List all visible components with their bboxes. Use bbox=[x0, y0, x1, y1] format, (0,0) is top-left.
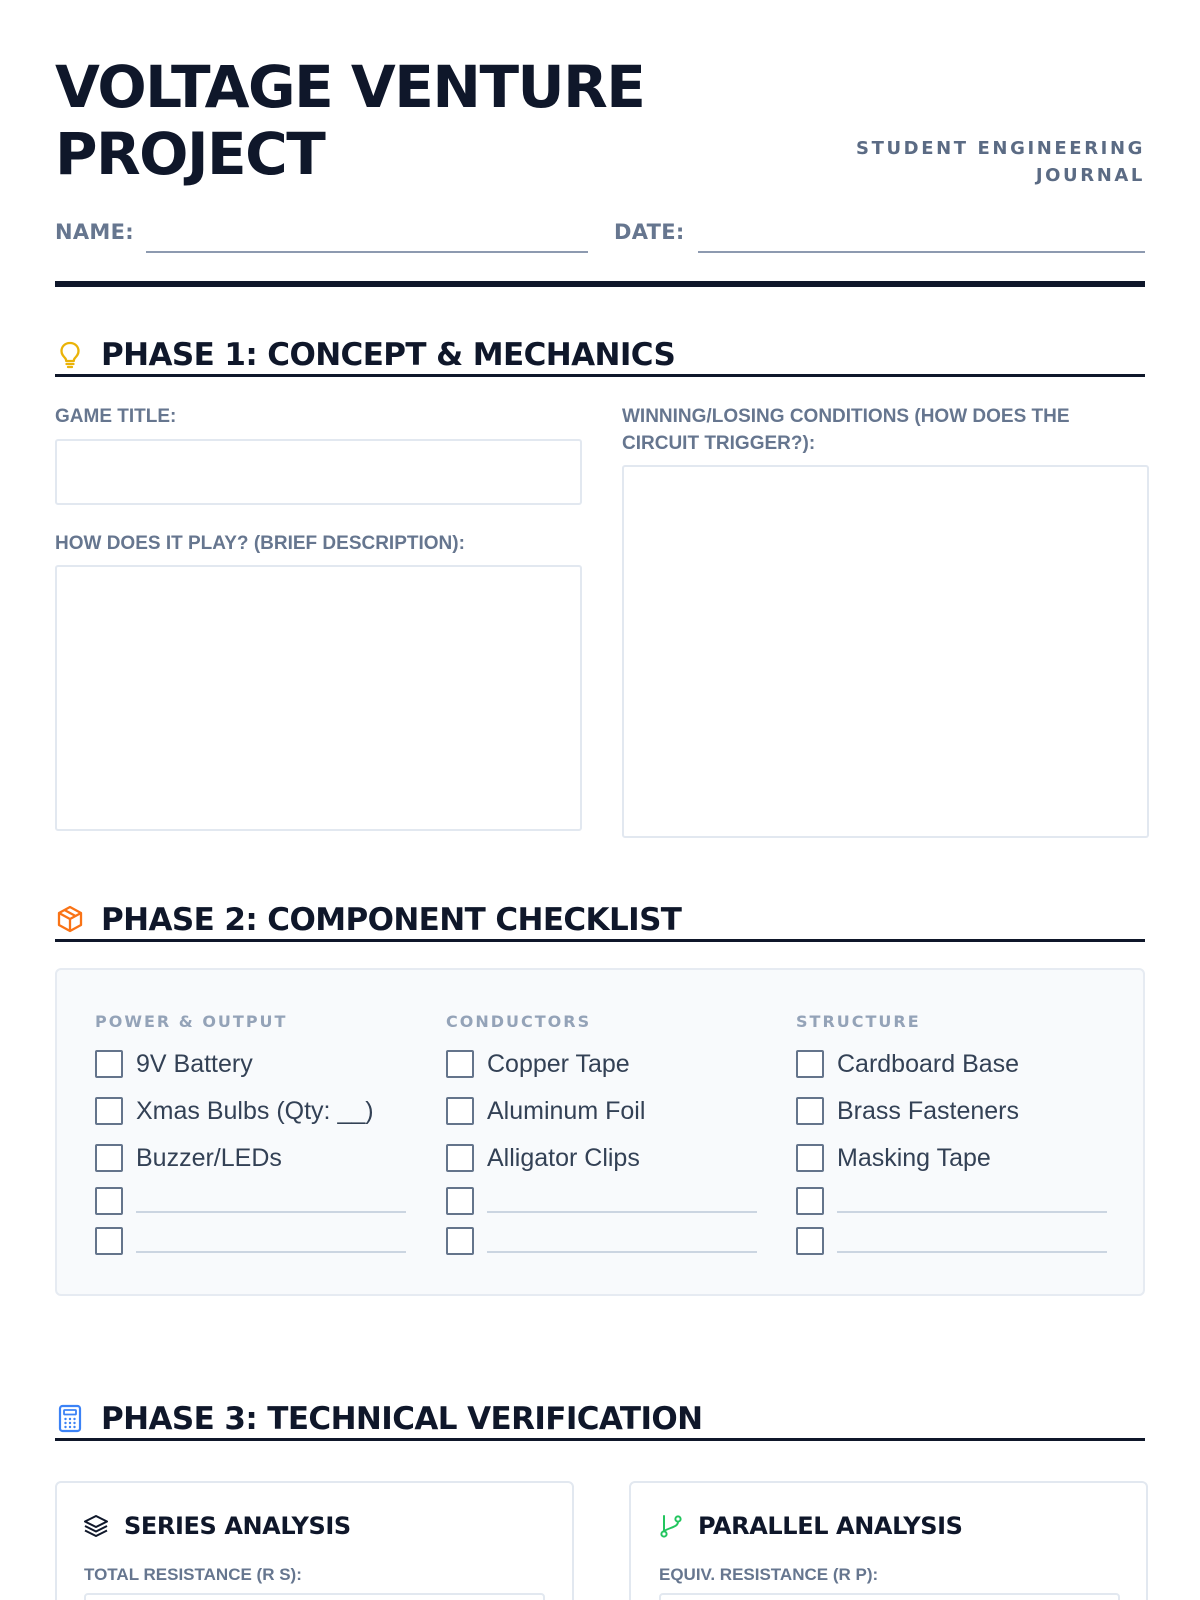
calculator-icon bbox=[55, 1403, 85, 1433]
phase1-title: PHASE 1: CONCEPT & MECHANICS bbox=[101, 337, 676, 373]
checkbox-blank[interactable] bbox=[446, 1227, 474, 1255]
game-title-label: GAME TITLE: bbox=[55, 406, 177, 427]
blank-entry-line[interactable] bbox=[136, 1251, 406, 1253]
blank-entry-line[interactable] bbox=[487, 1211, 757, 1213]
column-heading-conductors: CONDUCTORS bbox=[446, 1012, 592, 1031]
blank-entry-line[interactable] bbox=[136, 1211, 406, 1213]
game-title-input[interactable] bbox=[55, 439, 582, 505]
checkbox-blank[interactable] bbox=[446, 1187, 474, 1215]
how-play-label: HOW DOES IT PLAY? (BRIEF DESCRIPTION): bbox=[55, 533, 465, 554]
win-lose-input[interactable] bbox=[622, 465, 1149, 838]
item-label: Alligator Clips bbox=[487, 1144, 640, 1172]
checkbox-blank[interactable] bbox=[95, 1187, 123, 1215]
item-label: Aluminum Foil bbox=[487, 1097, 646, 1125]
date-field[interactable] bbox=[698, 251, 1145, 253]
branch-icon bbox=[658, 1513, 684, 1539]
header-divider bbox=[55, 281, 1145, 287]
phase2-heading bbox=[55, 898, 1145, 942]
blank-entry-line[interactable] bbox=[837, 1211, 1107, 1213]
page-title-line-1: VOLTAGE VENTURE bbox=[55, 53, 645, 121]
checkbox-blank[interactable] bbox=[796, 1187, 824, 1215]
subtitle-line-1: STUDENT ENGINEERING bbox=[856, 138, 1145, 159]
item-label: Copper Tape bbox=[487, 1050, 630, 1078]
checkbox-xmas-bulbs[interactable] bbox=[95, 1097, 123, 1125]
subtitle-line-2: JOURNAL bbox=[1035, 165, 1145, 186]
name-field[interactable] bbox=[146, 251, 588, 253]
phase3-title: PHASE 3: TECHNICAL VERIFICATION bbox=[101, 1401, 703, 1437]
page-title-line-2: PROJECT bbox=[55, 120, 325, 188]
cube-icon bbox=[55, 904, 85, 934]
series-analysis-title: SERIES ANALYSIS bbox=[124, 1512, 351, 1540]
checkbox-blank[interactable] bbox=[796, 1227, 824, 1255]
column-heading-structure: STRUCTURE bbox=[796, 1012, 921, 1031]
equiv-resistance-input[interactable] bbox=[659, 1593, 1120, 1600]
item-label: Masking Tape bbox=[837, 1144, 991, 1172]
win-lose-label bbox=[622, 403, 1070, 457]
checkbox-masking-tape[interactable] bbox=[796, 1144, 824, 1172]
total-resistance-input[interactable] bbox=[84, 1593, 545, 1600]
total-resistance-label: TOTAL RESISTANCE (R S): bbox=[84, 1565, 302, 1584]
page-subtitle bbox=[856, 135, 1145, 189]
blank-entry-line[interactable] bbox=[837, 1251, 1107, 1253]
date-label: DATE: bbox=[614, 220, 685, 244]
checkbox-copper-tape[interactable] bbox=[446, 1050, 474, 1078]
phase3-heading bbox=[55, 1397, 1145, 1441]
checkbox-aluminum-foil[interactable] bbox=[446, 1097, 474, 1125]
item-label: Xmas Bulbs (Qty: __) bbox=[136, 1097, 374, 1125]
checkbox-9v-battery[interactable] bbox=[95, 1050, 123, 1078]
layers-icon bbox=[83, 1513, 109, 1539]
checkbox-cardboard-base[interactable] bbox=[796, 1050, 824, 1078]
phase2-title: PHASE 2: COMPONENT CHECKLIST bbox=[101, 902, 682, 938]
item-label: 9V Battery bbox=[136, 1050, 253, 1078]
win-lose-label-line-2: CIRCUIT TRIGGER?): bbox=[622, 433, 816, 454]
lightbulb-icon bbox=[55, 339, 85, 369]
checkbox-brass-fasteners[interactable] bbox=[796, 1097, 824, 1125]
phase1-heading bbox=[55, 333, 1145, 377]
checkbox-buzzer-leds[interactable] bbox=[95, 1144, 123, 1172]
item-label: Cardboard Base bbox=[837, 1050, 1020, 1078]
checkbox-blank[interactable] bbox=[95, 1227, 123, 1255]
blank-entry-line[interactable] bbox=[487, 1251, 757, 1253]
parallel-analysis-title: PARALLEL ANALYSIS bbox=[698, 1512, 963, 1540]
win-lose-label-line-1: WINNING/LOSING CONDITIONS (HOW DOES THE bbox=[622, 406, 1070, 427]
how-play-input[interactable] bbox=[55, 565, 582, 831]
item-label: Buzzer/LEDs bbox=[136, 1144, 282, 1172]
equiv-resistance-label: EQUIV. RESISTANCE (R P): bbox=[659, 1565, 879, 1584]
name-label: NAME: bbox=[55, 220, 134, 244]
column-heading-power: POWER & OUTPUT bbox=[95, 1012, 288, 1031]
checkbox-alligator-clips[interactable] bbox=[446, 1144, 474, 1172]
item-label: Brass Fasteners bbox=[837, 1097, 1020, 1125]
